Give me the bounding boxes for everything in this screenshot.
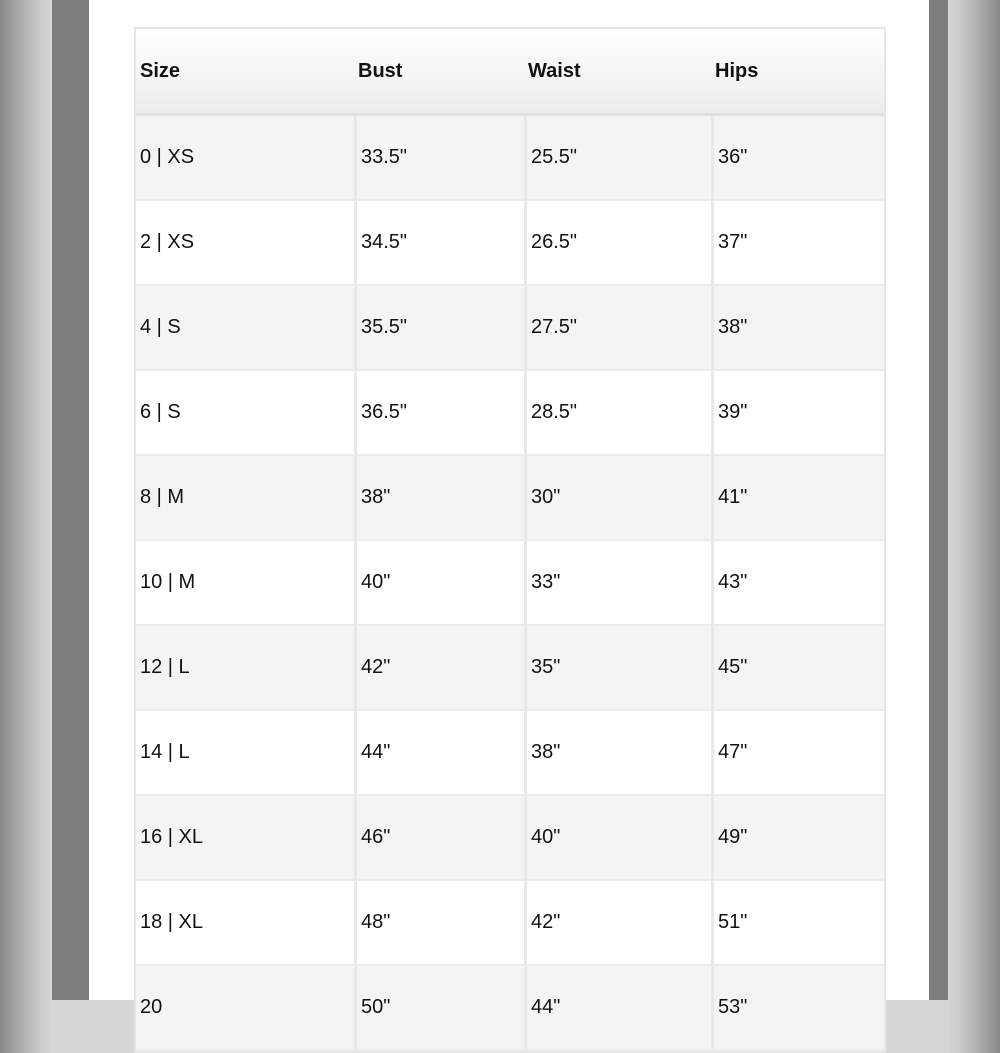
hips-cell: 36" <box>711 116 884 201</box>
bust-cell: 38" <box>354 456 524 541</box>
table-row <box>136 456 884 541</box>
hips-cell: 45" <box>711 626 884 711</box>
size-chart-page <box>89 0 929 1018</box>
column-header-waist: Waist <box>524 29 711 116</box>
bust-cell: 50" <box>354 966 524 1051</box>
size-cell: 20 <box>136 966 354 1051</box>
waist-cell: 35" <box>524 626 711 711</box>
table-row <box>136 201 884 286</box>
bust-cell: 35.5" <box>354 286 524 371</box>
bust-cell: 48" <box>354 881 524 966</box>
waist-cell: 38" <box>524 711 711 796</box>
hips-cell: 51" <box>711 881 884 966</box>
hips-cell: 41" <box>711 456 884 541</box>
hips-cell: 49" <box>711 796 884 881</box>
hips-cell: 39" <box>711 371 884 456</box>
size-cell: 4 | S <box>136 286 354 371</box>
bust-cell: 36.5" <box>354 371 524 456</box>
waist-cell: 30" <box>524 456 711 541</box>
size-cell: 10 | M <box>136 541 354 626</box>
bust-cell: 42" <box>354 626 524 711</box>
hips-cell: 43" <box>711 541 884 626</box>
size-cell: 8 | M <box>136 456 354 541</box>
table-row <box>136 626 884 711</box>
hips-cell: 37" <box>711 201 884 286</box>
waist-cell: 27.5" <box>524 286 711 371</box>
table-row <box>136 796 884 881</box>
column-header-bust: Bust <box>354 29 524 116</box>
bust-cell: 33.5" <box>354 116 524 201</box>
waist-cell: 40" <box>524 796 711 881</box>
table-row <box>136 711 884 796</box>
waist-cell: 44" <box>524 966 711 1051</box>
hips-cell: 53" <box>711 966 884 1051</box>
bust-cell: 40" <box>354 541 524 626</box>
size-cell: 12 | L <box>136 626 354 711</box>
size-cell: 14 | L <box>136 711 354 796</box>
table-row <box>136 116 884 201</box>
bust-cell: 34.5" <box>354 201 524 286</box>
column-header-size: Size <box>136 29 354 116</box>
size-cell: 0 | XS <box>136 116 354 201</box>
size-cell: 18 | XL <box>136 881 354 966</box>
bust-cell: 44" <box>354 711 524 796</box>
waist-cell: 28.5" <box>524 371 711 456</box>
hips-cell: 38" <box>711 286 884 371</box>
size-cell: 2 | XS <box>136 201 354 286</box>
table-row <box>136 881 884 966</box>
table-row <box>136 286 884 371</box>
table-row <box>136 371 884 456</box>
table-row <box>136 541 884 626</box>
waist-cell: 33" <box>524 541 711 626</box>
waist-cell: 26.5" <box>524 201 711 286</box>
size-cell: 6 | S <box>136 371 354 456</box>
waist-cell: 25.5" <box>524 116 711 201</box>
hips-cell: 47" <box>711 711 884 796</box>
column-header-hips: Hips <box>711 29 884 116</box>
size-cell: 16 | XL <box>136 796 354 881</box>
table-row <box>136 966 884 1051</box>
table-header-row <box>136 29 884 116</box>
bust-cell: 46" <box>354 796 524 881</box>
waist-cell: 42" <box>524 881 711 966</box>
size-chart-table <box>134 27 886 1053</box>
